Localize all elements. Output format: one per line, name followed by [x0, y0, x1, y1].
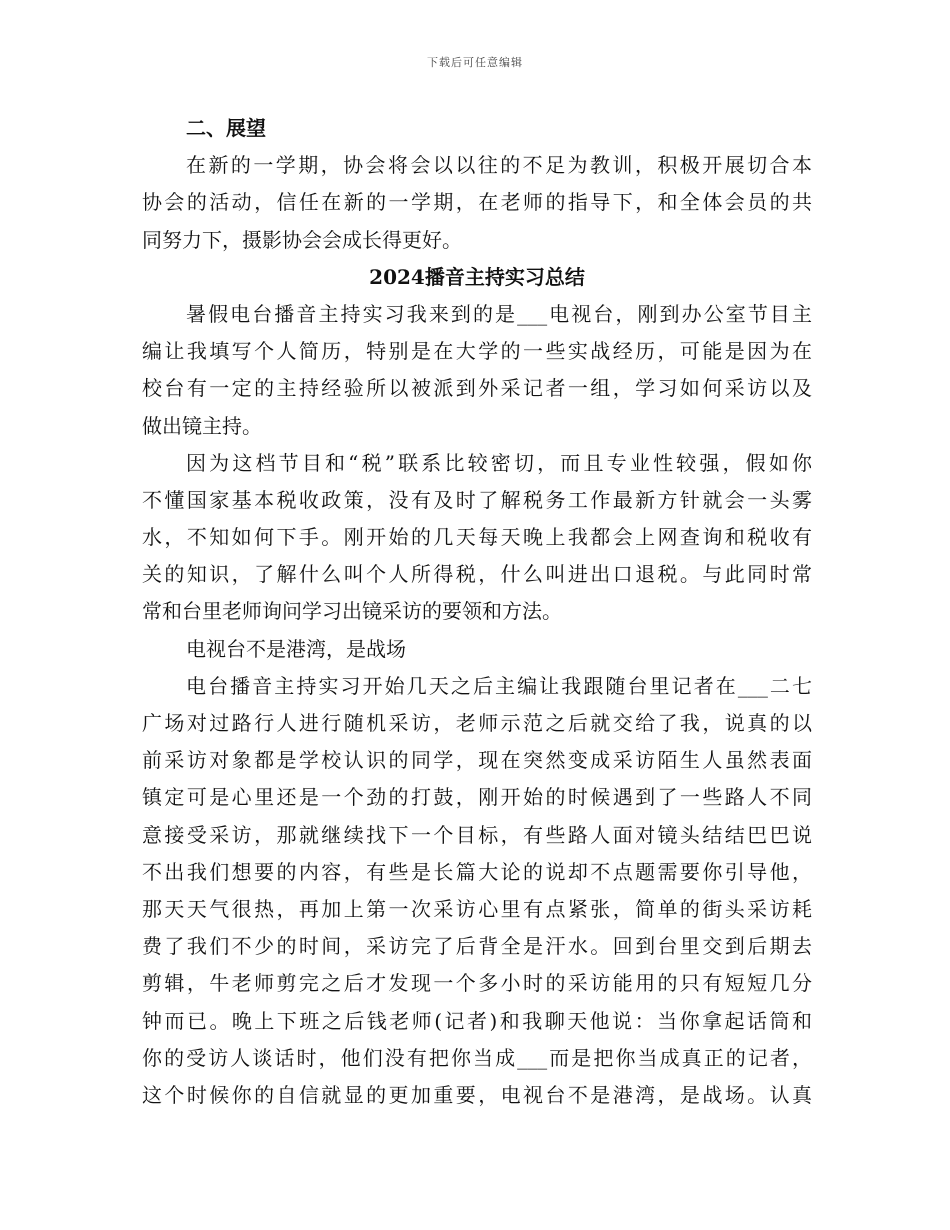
paragraph-line: 协会的活动，信任在新的一学期，在老师的指导下，和全体会员的共	[142, 190, 812, 215]
paragraph-line: 做出镜主持。	[142, 413, 262, 438]
paragraph-line: 水，不知如何下手。刚开始的几天每天晚上我都会上网查询和税收有	[142, 525, 812, 550]
article-title: 2024播音主持实习总结	[369, 264, 585, 289]
subheading: 电视台不是港湾，是战场	[186, 636, 406, 661]
paragraph-line: 镇定可是心里还是一个劲的打鼓，刚开始的时候遇到了一些路人不同	[142, 785, 812, 810]
paragraph-line: 你的受访人谈话时，他们没有把你当成___而是把你当成真正的记者，	[142, 1045, 812, 1070]
paragraph-line: 编让我填写个人简历，特别是在大学的一些实战经历，可能是因为在	[142, 339, 812, 364]
header-note: 下载后可任意编辑	[427, 56, 523, 69]
paragraph-line: 费了我们不少的时间，采访完了后背全是汗水。回到台里交到后期去	[142, 934, 812, 959]
section-heading: 二、展望	[186, 116, 266, 140]
paragraph-line: 校台有一定的主持经验所以被派到外采记者一组，学习如何采访以及	[142, 376, 812, 401]
paragraph-line: 关的知识，了解什么叫个人所得税，什么叫进出口退税。与此同时常	[142, 562, 812, 587]
paragraph-line: 这个时候你的自信就显的更加重要，电视台不是港湾，是战场。认真	[142, 1082, 812, 1107]
paragraph-line: 钟而已。晚上下班之后钱老师(记者)和我聊天他说：当你拿起话筒和	[142, 1008, 812, 1033]
paragraph-line: 前采访对象都是学校认识的同学，现在突然变成采访陌生人虽然表面	[142, 748, 812, 773]
paragraph-line: 不出我们想要的内容，有些是长篇大论的说却不点题需要你引导他，	[142, 859, 812, 884]
paragraph-line: 常和台里老师询问学习出镜采访的要领和方法。	[142, 599, 562, 624]
paragraph-line: 暑假电台播音主持实习我来到的是___电视台，刚到办公室节目主	[186, 301, 812, 326]
paragraph-line: 剪辑，牛老师剪完之后才发现一个多小时的采访能用的只有短短几分	[142, 971, 812, 996]
paragraph-line: 同努力下，摄影协会会成长得更好。	[142, 227, 462, 252]
document-body	[142, 110, 812, 1114]
paragraph-line: 意接受采访，那就继续找下一个目标，有些路人面对镜头结结巴巴说	[142, 822, 812, 847]
paragraph-line: 电台播音主持实习开始几天之后主编让我跟随台里记者在___二七	[186, 673, 812, 698]
paragraph-line: 广场对过路行人进行随机采访，老师示范之后就交给了我，说真的以	[142, 711, 812, 735]
paragraph-line: 在新的一学期，协会将会以以往的不足为教训，积极开展切合本	[186, 153, 812, 178]
paragraph-line: 因为这档节目和“税”联系比较密切，而且专业性较强，假如你	[186, 450, 812, 475]
paragraph-line: 那天天气很热，再加上第一次采访心里有点紧张，简单的街头采访耗	[142, 896, 812, 921]
paragraph-line: 不懂国家基本税收政策，没有及时了解税务工作最新方针就会一头雾	[142, 487, 812, 512]
